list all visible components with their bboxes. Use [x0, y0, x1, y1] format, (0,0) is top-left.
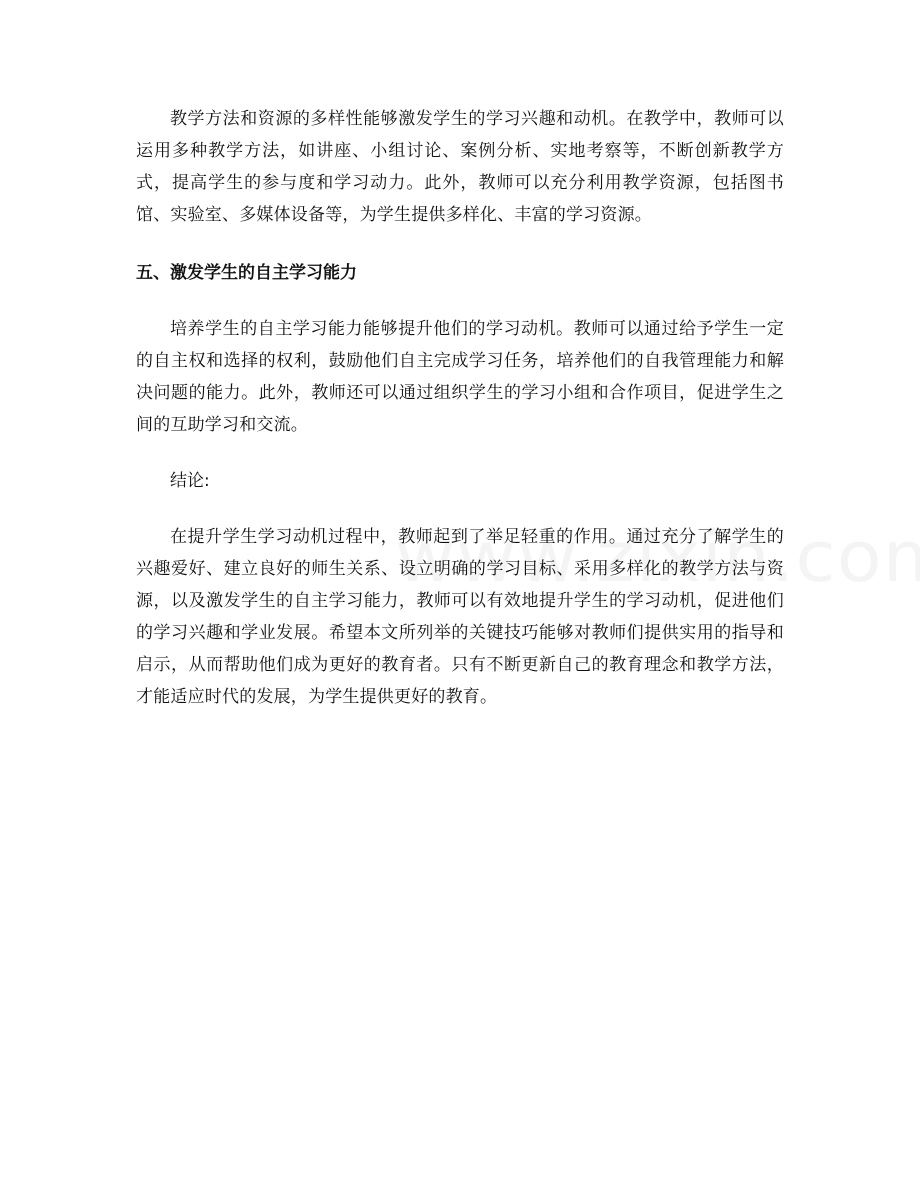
paragraph-conclusion: 在提升学生学习动机过程中，教师起到了举足轻重的作用。通过充分了解学生的兴趣爱好、建立良好的师生关系、设立明确的学习目标、采用多样化的教学方法与资源，以及激发学生的自主学习能力，教师可以有效地提升学生的学习动机，促进他们的学习兴趣和学业发展。希望本文所列举的关键技巧能够对教师们提供实用的指导和启示，从而帮助他们成为更好的教育者。只有不断更新自己的教育理念和教学方法，才能适应时代的发展，为学生提供更好的教育。 — [136, 527, 784, 707]
document-content — [136, 103, 784, 713]
paragraph-teaching-methods: 教学方法和资源的多样性能够激发学生的学习兴趣和动机。在教学中，教师可以运用多种教学方法，如讲座、小组讨论、案例分析、实地考察等，不断创新教学方式，提高学生的参与度和学习动力。此外，教师可以充分利用教学资源，包括图书馆、实验室、多媒体设备等，为学生提供多样化、丰富的学习资源。 — [136, 109, 784, 225]
paragraph-autonomous-learning: 培养学生的自主学习能力能够提升他们的学习动机。教师可以通过给予学生一定的自主权和选择的权利，鼓励他们自主完成学习任务，培养他们的自我管理能力和解决问题的能力。此外，教师还可以通过组织学生的学习小组和合作项目，促进学生之间的互助学习和交流。 — [136, 319, 784, 435]
section-heading-autonomous-learning: 五、激发学生的自主学习能力 — [136, 263, 357, 283]
conclusion-label: 结论: — [170, 471, 210, 491]
